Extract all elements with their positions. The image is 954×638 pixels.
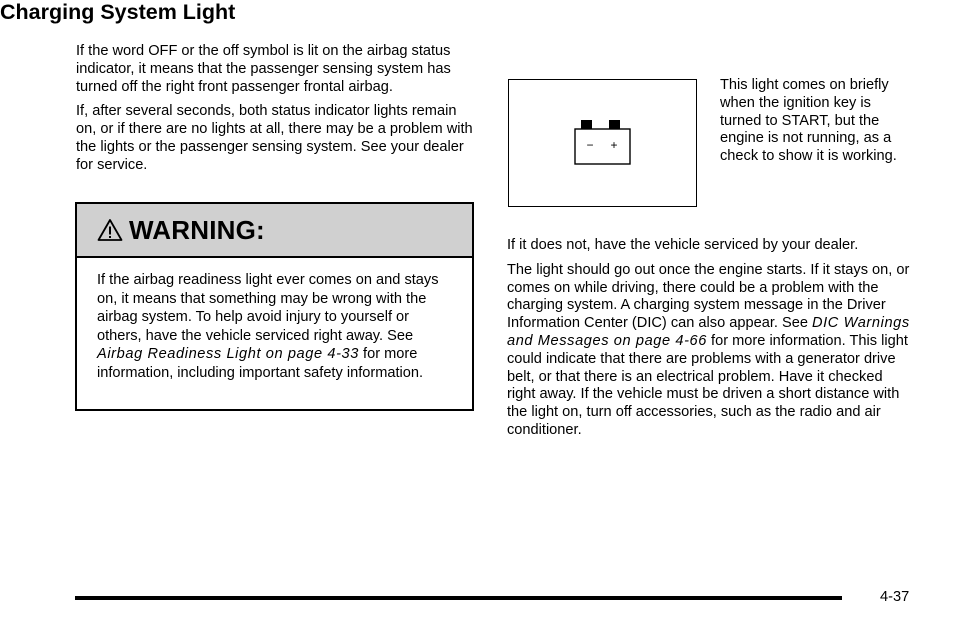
warning-title: WARNING: [129, 214, 265, 245]
service-paragraph: If it does not, have the vehicle serviced by your dealer. [507, 237, 859, 253]
section-heading: Charging System Light [0, 0, 236, 24]
footer-rule [75, 596, 842, 600]
right-column-body [507, 237, 911, 447]
light-description: This light comes on briefly when the ignition key is turned to START, but the engine is not running, as a check to show it is working. [720, 77, 897, 165]
left-column [76, 43, 478, 182]
warning-text: If the airbag readiness light ever comes on and stays on, it means that something may be wrong with the airbag system. To help avoid injury to yourself or others, have the vehicle serviced right away. See [97, 272, 439, 344]
right-column-header [0, 0, 404, 24]
charging-details-paragraph [507, 262, 911, 440]
battery-symbol-frame [508, 79, 697, 207]
warning-header [77, 204, 472, 258]
airbag-reference-link[interactable]: Airbag Readiness Light on page 4-33 [97, 346, 359, 362]
status-lights-paragraph: If, after several seconds, both status indicator lights remain on, or if there are no lights at all, there may be a problem with the lights or the passenger sensing system. See your dealer for service. [76, 103, 473, 173]
warning-text-end: for more information, including important safety information. [97, 346, 424, 381]
battery-minus-label: − [585, 137, 594, 152]
warning-box [75, 202, 474, 411]
warning-triangle-icon [97, 218, 123, 242]
charging-text-end: for more information. This light could indicate that there are problems with a generator drive belt, or that there is an electrical problem. Have it checked right away. If the vehicle must be driven a short distance with the light on, turn off accessories, such as the radio and air conditioner. [507, 332, 908, 438]
battery-icon [508, 79, 697, 207]
battery-plus-label: + [609, 137, 618, 152]
charging-text: The light should go out once the engine starts. If it stays on, or comes on while driving, there could be a problem with the charging system. A charging system message in the Driver Information Center (DIC) can also appear. See [507, 261, 910, 332]
warning-body [77, 258, 472, 382]
page-number: 4-37 [880, 589, 910, 605]
airbag-off-paragraph: If the word OFF or the off symbol is lit on the airbag status indicator, it means that the passenger sensing system has turned off the right front passenger frontal airbag. [76, 43, 451, 95]
dic-reference-link[interactable]: DIC Warnings and Messages on page 4-66 [507, 315, 910, 349]
